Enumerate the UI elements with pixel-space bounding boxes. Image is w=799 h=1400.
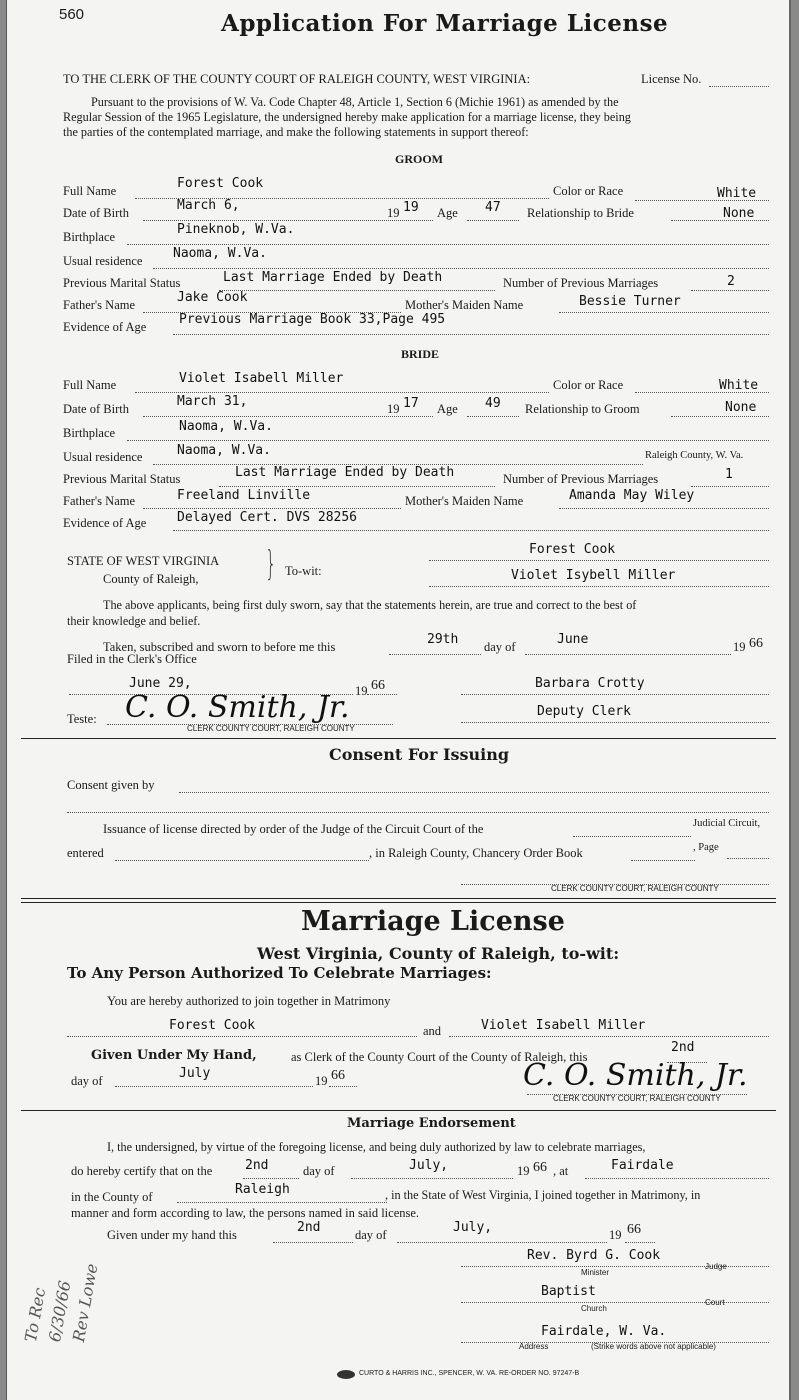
certify-day-of: day of — [303, 1164, 335, 1178]
license-no-label: License No. — [641, 72, 702, 86]
bride-birthplace-line — [127, 440, 769, 441]
license-name1-line — [67, 1036, 417, 1037]
bride-evidence-line — [173, 530, 769, 531]
bride-age-label: Age — [437, 402, 458, 416]
minister-label: Minister — [581, 1268, 610, 1277]
filed-label: Filed in the Clerk's Office — [67, 652, 197, 666]
raleigh-county-label: Raleigh County, W. Va. — [645, 450, 744, 461]
groom-birthplace-line — [127, 244, 769, 245]
bride-full-name: Violet Isabell Miller — [179, 371, 344, 386]
license-month: July — [179, 1066, 211, 1081]
groom-birthplace-label: Birthplace — [63, 230, 116, 244]
groom-race: White — [717, 186, 757, 201]
bride-name-line — [135, 392, 549, 393]
form-title: Application For Marriage License — [221, 10, 669, 37]
sworn-day-line — [389, 654, 481, 655]
bride-father: Freeland Linville — [177, 488, 311, 503]
groom-residence-line — [153, 268, 769, 269]
bride-race-line — [635, 392, 769, 393]
given-year: 66 — [627, 1222, 641, 1237]
certify-place: Fairdale — [611, 1158, 674, 1173]
consent-line-1 — [179, 792, 769, 793]
given-day: 2nd — [297, 1220, 321, 1235]
license-no-line — [709, 86, 769, 87]
groom-mother-line — [559, 312, 769, 313]
license-year-line — [329, 1086, 357, 1087]
clerk-caption-1: CLERK COUNTY COURT, RALEIGH COUNTY — [187, 724, 355, 733]
given-day-of: day of — [355, 1228, 387, 1242]
sworn-label: Taken, subscribed and sworn to before me this — [103, 640, 336, 654]
license-name2-line — [449, 1036, 769, 1037]
bride-dob-year: 17 — [403, 396, 419, 411]
bride-marital-line — [219, 486, 495, 487]
filed-year-prefix: 19 — [355, 684, 368, 698]
manner-text: manner and form according to law, the persons named in said license. — [71, 1206, 420, 1220]
bride-evidence: Delayed Cert. DVS 28256 — [177, 510, 358, 525]
license-day-of: day of — [71, 1074, 103, 1088]
consent-given-by: Consent given by — [67, 778, 155, 792]
license-month-line — [115, 1086, 313, 1087]
groom-heading: GROOM — [395, 152, 443, 166]
to-wit: To-wit: — [285, 564, 322, 578]
clerk-signature: C. O. Smith, Jr. — [125, 690, 350, 725]
groom-race-line — [635, 200, 769, 201]
county-of-label: in the County of — [71, 1190, 153, 1204]
groom-relationship: None — [723, 206, 755, 221]
groom-age-line — [467, 220, 519, 221]
bride-full-name-label: Full Name — [63, 378, 117, 392]
certify-month-line — [351, 1178, 513, 1179]
groom-dob-year: 19 — [403, 200, 419, 215]
endorsement-county: Raleigh — [235, 1182, 290, 1197]
groom-age-label: Age — [437, 206, 458, 220]
groom-residence: Naoma, W.Va. — [173, 246, 267, 261]
license-subheading: West Virginia, County of Raleigh, to-wit: — [257, 944, 620, 963]
issuance-text: Issuance of license directed by order of the Judge of the Circuit Court of the — [103, 822, 484, 836]
certify-year: 66 — [533, 1160, 547, 1175]
consent-line-2 — [67, 812, 769, 813]
church-label: Church — [581, 1304, 607, 1313]
bride-heading: BRIDE — [401, 347, 440, 361]
bride-dob-line — [143, 416, 433, 417]
filed-year: 66 — [371, 678, 385, 693]
endorsement-county-line — [177, 1202, 387, 1203]
bride-prev-count: 1 — [725, 467, 733, 482]
license-name-2: Violet Isabell Miller — [481, 1018, 646, 1033]
page-label: , Page — [693, 842, 719, 853]
filed-date: June 29, — [129, 676, 192, 691]
given-under-hand: Given Under My Hand, — [91, 1048, 257, 1063]
groom-prev-label: Number of Previous Marriages — [503, 276, 659, 290]
intro-para-2: Regular Session of the 1965 Legislature, the undersigned hereby make application for a marriage license, they being — [63, 110, 631, 124]
intro-para-3: the parties of the contemplated marriage, and make the following statements in support thereof: — [63, 125, 529, 139]
bride-race-label: Color or Race — [553, 378, 624, 392]
bride-birthplace-label: Birthplace — [63, 426, 116, 440]
sworn-year: 66 — [749, 636, 763, 651]
bride-marital-status: Last Marriage Ended by Death — [235, 465, 455, 480]
certify-day-line — [243, 1178, 299, 1179]
groom-century: 19 — [387, 206, 400, 220]
groom-father-label: Father's Name — [63, 298, 136, 312]
sig1-line — [429, 560, 769, 561]
margin-note-2: 6/30/66 — [45, 1279, 75, 1344]
groom-evidence-label: Evidence of Age — [63, 320, 147, 334]
bride-prev-line — [691, 486, 769, 487]
strike-label: (Strike words above not applicable) — [591, 1342, 716, 1351]
divider-3 — [21, 1110, 776, 1111]
certify-place-line — [585, 1178, 769, 1179]
applicant-signature-1: Forest Cook — [529, 542, 616, 557]
groom-dob-label: Date of Birth — [63, 206, 129, 220]
state-text: , in the State of West Virginia, I joined together in Matrimony, in — [385, 1188, 701, 1202]
groom-mother-label: Mother's Maiden Name — [405, 298, 524, 312]
chancery-line — [631, 860, 695, 861]
license-day: 2nd — [671, 1040, 695, 1055]
authorized-text: You are hereby authorized to join together in Matrimony — [107, 994, 391, 1008]
intro-address: TO THE CLERK OF THE COUNTY COURT OF RALEIGH COUNTY, WEST VIRGINIA: — [63, 72, 531, 86]
bride-mother-label: Mother's Maiden Name — [405, 494, 524, 508]
groom-residence-label: Usual residence — [63, 254, 143, 268]
as-clerk-text: as Clerk of the County Court of the County of Raleigh, this — [291, 1050, 588, 1064]
divider-1 — [21, 738, 776, 739]
groom-prev-count: 2 — [727, 274, 735, 289]
address-label: Address — [519, 1342, 549, 1351]
bride-prev-label: Number of Previous Marriages — [503, 472, 659, 486]
license-year-prefix: 19 — [315, 1074, 328, 1088]
bride-age-line — [467, 416, 519, 417]
bride-relationship-label: Relationship to Groom — [525, 402, 640, 416]
certify-month: July, — [409, 1158, 449, 1173]
license-and: and — [423, 1024, 442, 1038]
clerk-caption-2: CLERK COUNTY COURT, RALEIGH COUNTY — [551, 884, 719, 893]
given-day-line — [273, 1242, 353, 1243]
county-of-raleigh: County of Raleigh, — [103, 572, 199, 586]
groom-marital-line — [219, 290, 495, 291]
groom-dob: March 6, — [177, 198, 240, 213]
consent-heading: Consent For Issuing — [329, 745, 510, 764]
document-page — [6, 0, 791, 1400]
license-clerk-signature: C. O. Smith, Jr. — [523, 1058, 748, 1093]
groom-mother: Bessie Turner — [579, 294, 681, 309]
oath-text-1: The above applicants, being first duly sworn, say that the statements herein, are true and correct to the best of — [103, 598, 637, 612]
certify-year-prefix: 19 — [517, 1164, 530, 1178]
entered-label: entered — [67, 846, 104, 860]
bride-mother: Amanda May Wiley — [569, 488, 695, 503]
given-month: July, — [453, 1220, 493, 1235]
teste-label: Teste: — [67, 712, 97, 726]
groom-race-label: Color or Race — [553, 184, 624, 198]
deputy-name: Barbara Crotty — [535, 676, 645, 691]
to-any-person: To Any Person Authorized To Celebrate Marriages: — [67, 964, 492, 982]
license-heading: Marriage License — [301, 906, 565, 937]
bride-marital-label: Previous Marital Status — [63, 472, 181, 486]
page-line — [727, 858, 769, 859]
filed-year-line — [367, 694, 397, 695]
sworn-year-prefix: 19 — [733, 640, 746, 654]
license-year: 66 — [331, 1068, 345, 1083]
page-number: 560 — [59, 6, 85, 23]
printer-footer: CURTO & HARRIS INC., SPENCER, W. VA. RE-ORDER NO. 97247-B — [359, 1370, 580, 1377]
endorsement-line-1: I, the undersigned, by virtue of the foregoing license, and being duly authorized by law to celebrate marriages, — [107, 1140, 646, 1154]
deputy-title: Deputy Clerk — [537, 704, 631, 719]
groom-rel-line — [671, 220, 769, 221]
oath-text-2: their knowledge and belief. — [67, 614, 201, 628]
bride-evidence-label: Evidence of Age — [63, 516, 147, 530]
bride-birthplace: Naoma, W.Va. — [179, 419, 273, 434]
clerk-caption-3: CLERK COUNTY COURT, RALEIGH COUNTY — [553, 1094, 721, 1103]
groom-dob-line — [143, 220, 433, 221]
bride-dob: March 31, — [177, 394, 248, 409]
bride-dob-label: Date of Birth — [63, 402, 129, 416]
court-label: Court — [705, 1298, 725, 1307]
given-year-prefix: 19 — [609, 1228, 622, 1242]
bride-century: 19 — [387, 402, 400, 416]
given-label: Given under my hand this — [107, 1228, 237, 1242]
bride-father-label: Father's Name — [63, 494, 136, 508]
judicial-circuit: Judicial Circuit, — [693, 818, 761, 829]
groom-full-name-label: Full Name — [63, 184, 117, 198]
bride-residence: Naoma, W.Va. — [177, 443, 271, 458]
judge-label: Judge — [705, 1262, 727, 1271]
groom-evidence-line — [173, 334, 769, 335]
bride-residence-label: Usual residence — [63, 450, 143, 464]
groom-prev-line — [691, 290, 769, 291]
groom-marital-status: Last Marriage Ended by Death — [223, 270, 443, 285]
sig2-line — [429, 586, 769, 587]
deputy-title-line — [461, 722, 769, 723]
address-value: Fairdale, W. Va. — [541, 1324, 667, 1339]
deputy-name-line — [461, 694, 769, 695]
oath-brace: } — [265, 544, 277, 584]
groom-age: 47 — [485, 200, 501, 215]
given-year-line — [625, 1242, 655, 1243]
chancery-text: , in Raleigh County, Chancery Order Book — [369, 846, 583, 860]
bride-relationship: None — [725, 400, 757, 415]
divider-2 — [21, 898, 776, 903]
state-of-wv: STATE OF WEST VIRGINIA — [67, 554, 220, 568]
endorsement-heading: Marriage Endorsement — [347, 1116, 516, 1131]
minister-name: Rev. Byrd G. Cook — [527, 1248, 661, 1263]
printer-logo-icon — [337, 1370, 355, 1379]
bride-race: White — [719, 378, 759, 393]
bride-rel-line — [671, 416, 769, 417]
entered-line — [115, 860, 369, 861]
groom-father: Jake Cook — [177, 290, 248, 305]
bride-father-line — [143, 508, 401, 509]
groom-marital-label: Previous Marital Status — [63, 276, 181, 290]
sworn-day: 29th — [427, 632, 459, 647]
sworn-day-of: day of — [484, 640, 516, 654]
bride-age: 49 — [485, 396, 501, 411]
circuit-line — [573, 836, 691, 837]
margin-note-1: To Rec — [21, 1286, 50, 1344]
groom-full-name: Forest Cook — [177, 176, 264, 191]
intro-para-1: Pursuant to the provisions of W. Va. Code Chapter 48, Article 1, Section 6 (Michie 1961) as amended by the — [91, 95, 619, 109]
certify-day: 2nd — [245, 1158, 269, 1173]
groom-birthplace: Pineknob, W.Va. — [177, 222, 295, 237]
bride-mother-line — [559, 508, 769, 509]
sworn-month: June — [557, 632, 589, 647]
applicant-signature-2: Violet Isybell Miller — [511, 568, 676, 583]
church-name: Baptist — [541, 1284, 596, 1299]
license-name-1: Forest Cook — [169, 1018, 256, 1033]
sworn-month-line — [525, 654, 731, 655]
groom-evidence: Previous Marriage Book 33,Page 495 — [179, 312, 446, 327]
certify-label: do hereby certify that on the — [71, 1164, 213, 1178]
given-month-line — [397, 1242, 607, 1243]
certify-at: , at — [553, 1164, 569, 1178]
margin-note-3: Rev Lowe — [69, 1262, 102, 1344]
groom-relationship-label: Relationship to Bride — [527, 206, 634, 220]
